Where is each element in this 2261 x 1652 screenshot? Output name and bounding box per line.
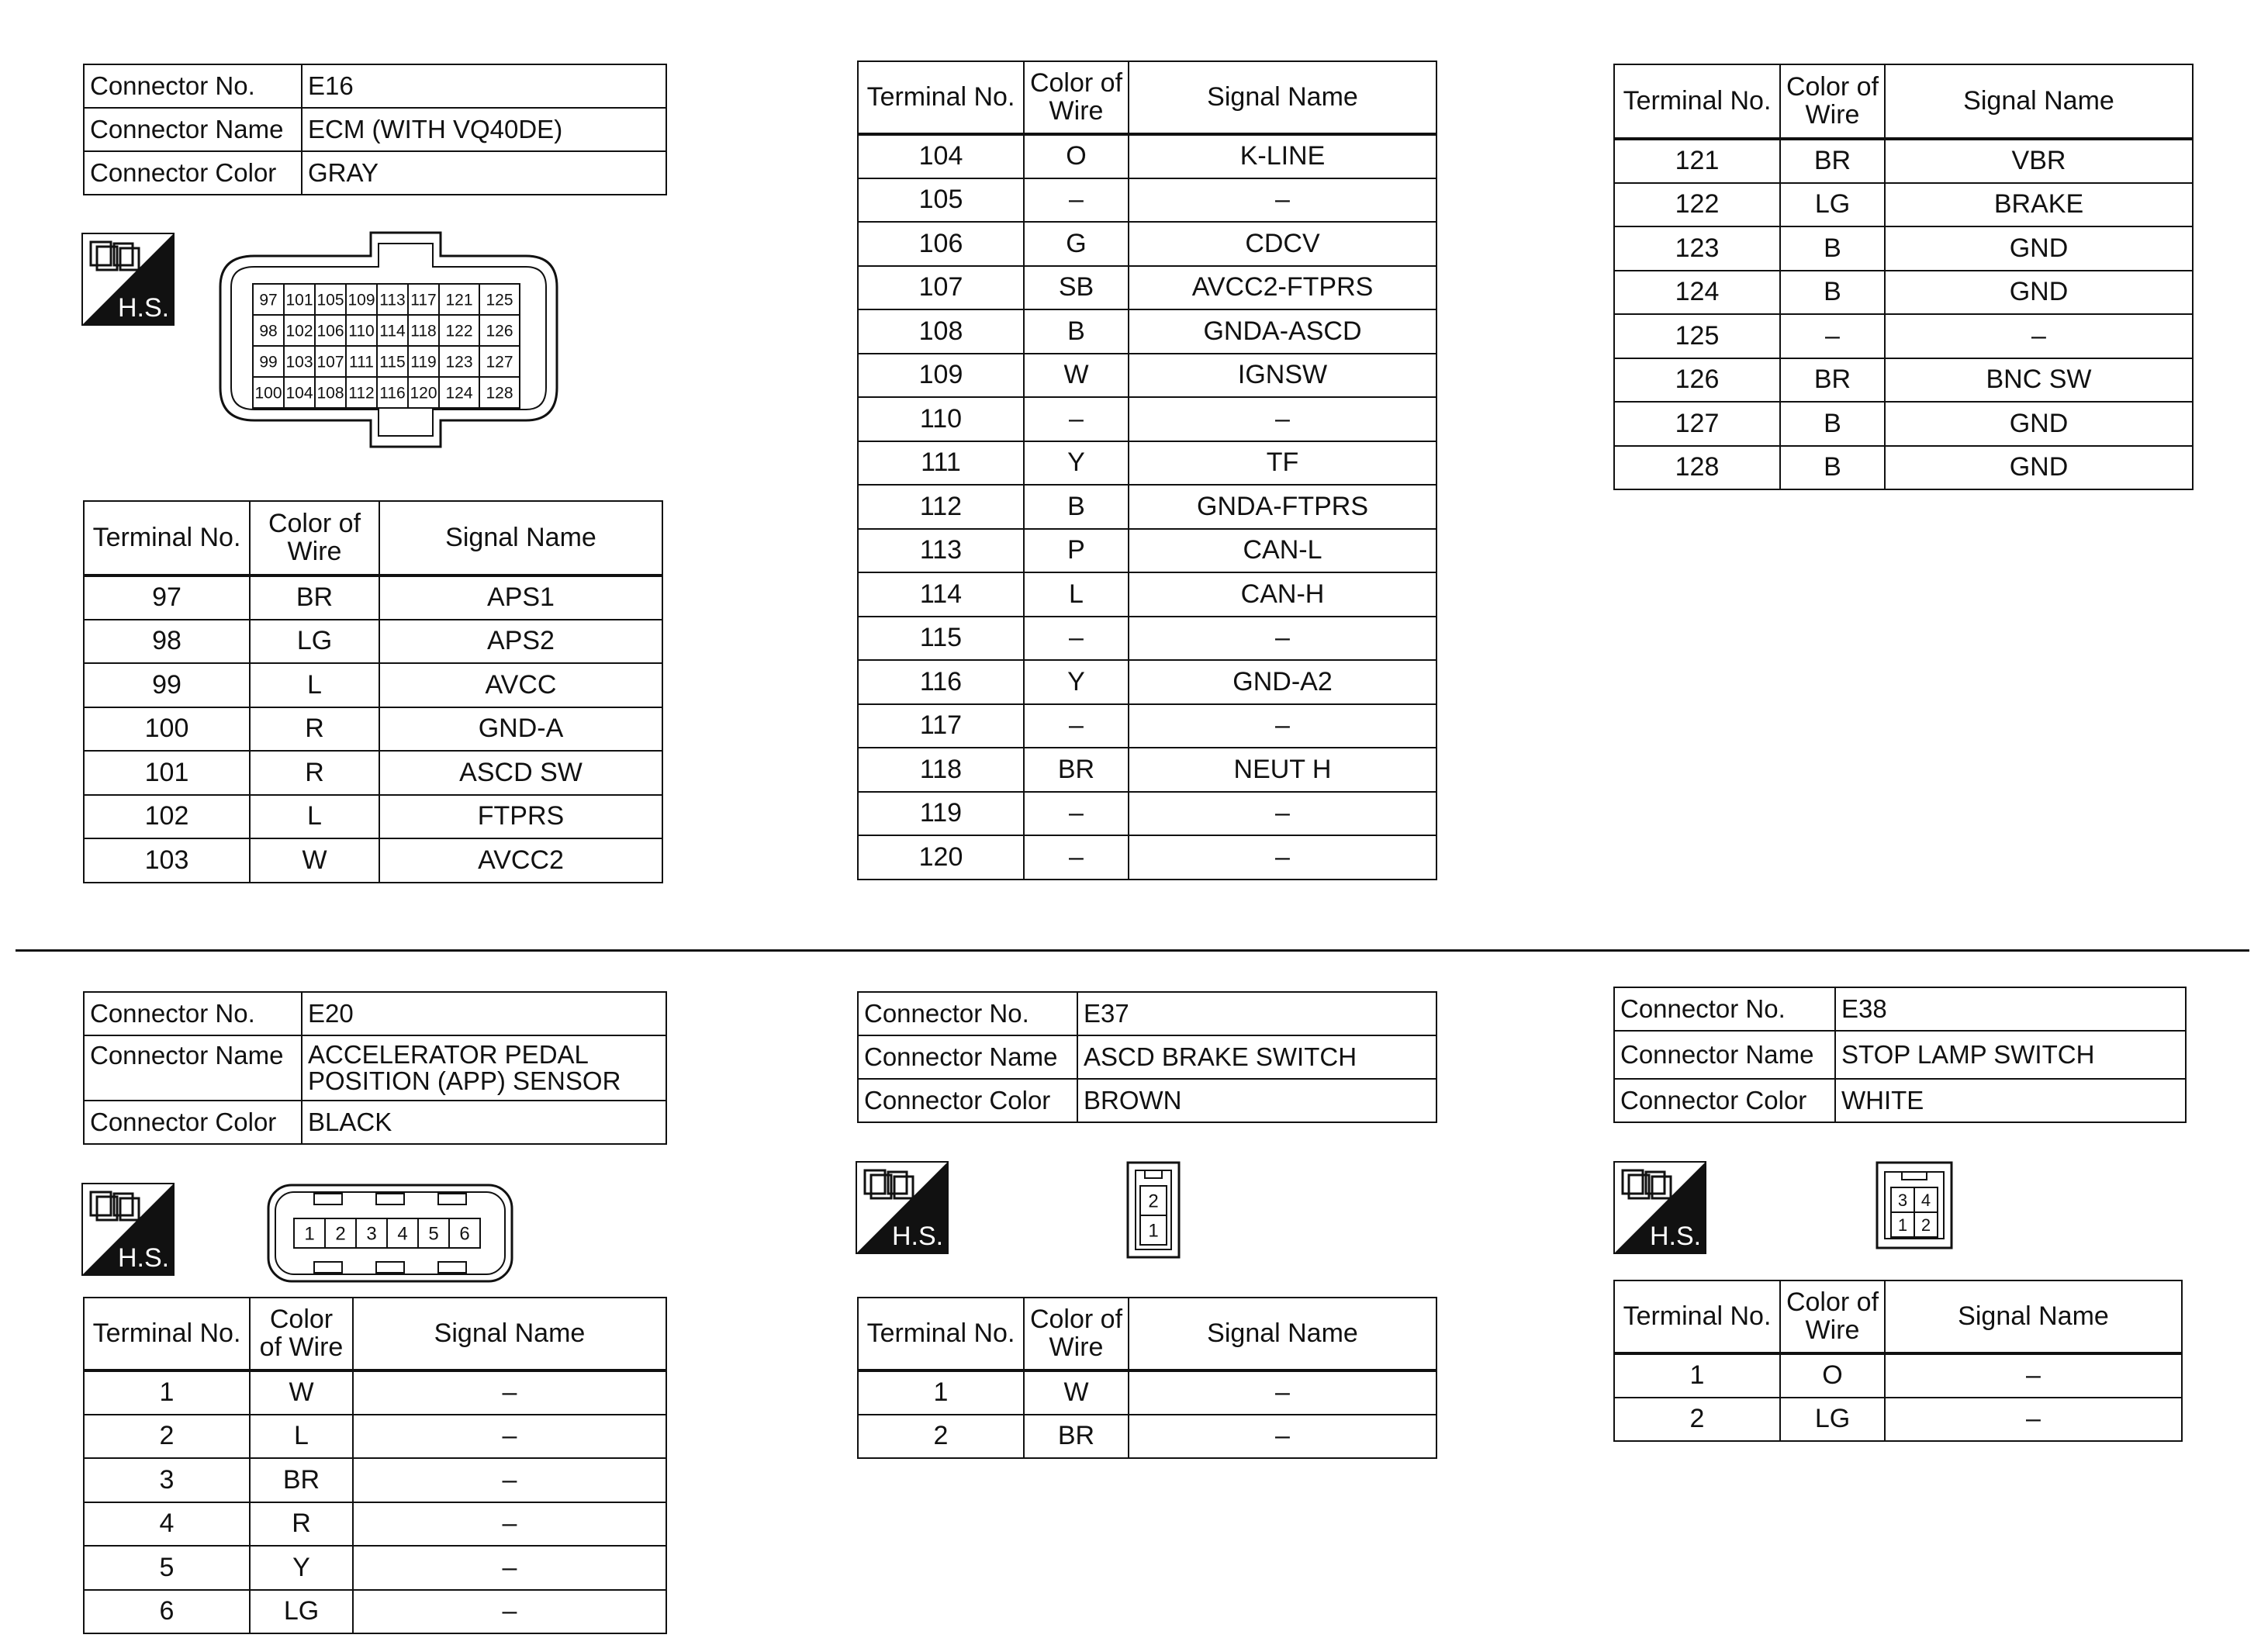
signal-name-cell: – [353,1415,666,1459]
terminal-no-cell: 1 [858,1370,1024,1415]
terminal-no-cell: 103 [84,838,250,883]
table-row [84,1415,666,1459]
table-row [858,266,1436,310]
wire-color-cell: W [250,1370,353,1415]
color-of-wire-header: Color of Wire [250,1298,353,1370]
terminal-no-cell: 106 [858,222,1024,266]
wire-color-cell: L [1024,572,1129,617]
connector-name-value: STOP LAMP SWITCH [1835,1031,2186,1079]
terminal-no-cell: 128 [1614,446,1780,490]
terminal-no-cell: 102 [84,795,250,839]
pin-label: 110 [348,322,375,340]
signal-name-cell: – [1129,178,1436,223]
table-row [858,835,1436,880]
connector-color-label: Connector Color [84,151,302,195]
pin-label: 112 [348,384,375,403]
wire-color-cell: B [1024,485,1129,529]
signal-name-cell: CAN-L [1129,529,1436,573]
wire-color-cell: – [1780,314,1885,358]
terminal-no-cell: 116 [858,660,1024,704]
signal-name-cell: ASCD SW [379,751,662,795]
table-row [1614,226,2193,271]
table-row [858,134,1436,178]
table-row [84,1546,666,1590]
connector-name-label: Connector Name [84,108,302,151]
terminal-no-header: Terminal No. [1614,64,1780,139]
hs-badge-icon [81,233,175,326]
pin-label: 121 [445,291,473,309]
e20-terminal-table [83,1297,667,1634]
terminal-no-cell: 123 [1614,226,1780,271]
pin-label: 102 [285,322,313,340]
signal-name-cell: CAN-H [1129,572,1436,617]
pin-label: 126 [486,322,513,340]
terminal-no-cell: 104 [858,134,1024,178]
pin-label: 3 [1897,1190,1908,1210]
pin-label: 116 [379,384,406,403]
pin-label: 1 [304,1223,315,1245]
connector-color-label: Connector Color [1614,1079,1835,1122]
signal-name-cell: APS1 [379,575,662,620]
e20-connector-diagram [266,1183,514,1284]
connector-name-value [302,1035,666,1101]
wire-color-cell: BR [1024,748,1129,792]
table-row [1614,139,2193,183]
pin-label: 107 [316,353,344,372]
connector-color-value: BROWN [1077,1079,1436,1122]
pin-label: 120 [410,384,437,403]
terminal-no-cell: 115 [858,617,1024,661]
connector-color-value: GRAY [302,151,666,195]
signal-name-cell: – [1129,792,1436,836]
connector-name-line-2: POSITION (APP) SENSOR [308,1066,621,1095]
wire-color-cell: O [1024,134,1129,178]
wire-color-cell: Y [1024,660,1129,704]
signal-name-header: Signal Name [1885,64,2193,139]
terminal-no-cell: 105 [858,178,1024,223]
terminal-no-cell: 97 [84,575,250,620]
terminal-no-header: Terminal No. [858,61,1024,134]
terminal-no-cell: 2 [858,1415,1024,1459]
wire-color-cell: – [1024,704,1129,748]
pin-label: 128 [486,384,513,403]
table-row [84,1502,666,1547]
signal-name-cell: GNDA-ASCD [1129,309,1436,354]
terminal-no-cell: 109 [858,354,1024,398]
signal-name-cell: – [1129,1370,1436,1415]
wire-color-cell: BR [250,1458,353,1502]
hs-label: H.S. [1649,1222,1702,1251]
terminal-no-header: Terminal No. [84,1298,250,1370]
table-row [84,575,662,620]
signal-name-cell: CDCV [1129,222,1436,266]
connector-no-label: Connector No. [84,64,302,108]
connector-harness-icon [865,1170,913,1198]
signal-name-cell: K-LINE [1129,134,1436,178]
pin-label: 114 [379,322,406,340]
connector-no-label: Connector No. [1614,987,1835,1031]
signal-name-cell: APS2 [379,620,662,664]
hs-label: H.S. [891,1222,944,1251]
pin-label: 98 [259,322,278,340]
wire-color-cell: – [1024,792,1129,836]
pin-label: 101 [285,291,313,309]
table-row [1614,1398,2182,1442]
pin-label: 3 [366,1223,377,1245]
wire-color-cell: BR [1780,358,1885,403]
wire-color-cell: W [250,838,379,883]
connector-no-value: E38 [1835,987,2186,1031]
signal-name-cell: BNC SW [1885,358,2193,403]
wire-color-cell: – [1024,835,1129,880]
terminal-no-cell: 122 [1614,183,1780,227]
pin-label: 5 [428,1223,439,1245]
terminal-no-header: Terminal No. [858,1298,1024,1370]
hs-badge-icon [81,1183,175,1276]
table-row [858,617,1436,661]
pin-label: 99 [259,353,278,372]
pin-label: 106 [316,322,344,340]
terminal-no-cell: 1 [1614,1353,1780,1398]
signal-name-cell: GND [1885,271,2193,315]
terminal-no-cell: 125 [1614,314,1780,358]
wire-color-cell: LG [250,1590,353,1634]
table-row [84,707,662,752]
wire-color-cell: W [1024,354,1129,398]
signal-name-cell: GND [1885,226,2193,271]
signal-name-cell: – [353,1370,666,1415]
terminal-no-cell: 119 [858,792,1024,836]
terminal-no-cell: 110 [858,397,1024,441]
terminal-no-cell: 118 [858,748,1024,792]
signal-name-header: Signal Name [1129,1298,1436,1370]
pin-label: 2 [1148,1191,1159,1212]
table-row [858,441,1436,486]
signal-name-cell: GND-A2 [1129,660,1436,704]
terminal-no-cell: 124 [1614,271,1780,315]
terminal-no-cell: 108 [858,309,1024,354]
pin-label: 2 [335,1223,346,1245]
wire-color-cell: W [1024,1370,1129,1415]
wire-color-cell: – [1024,397,1129,441]
terminal-no-cell: 3 [84,1458,250,1502]
e37-terminal-table [857,1297,1437,1459]
connector-name-value: ASCD BRAKE SWITCH [1077,1035,1436,1079]
connector-color-value: BLACK [302,1101,666,1144]
table-row [84,1458,666,1502]
pin-label: 1 [1148,1220,1159,1242]
e16-terminal-table-1 [83,500,663,883]
terminal-no-cell: 111 [858,441,1024,486]
pin-label: 2 [1920,1215,1931,1235]
wire-color-cell: R [250,707,379,752]
pin-label: 111 [349,353,374,372]
table-row [858,178,1436,223]
color-of-wire-header: Color of Wire [1780,64,1885,139]
signal-name-cell: TF [1129,441,1436,486]
terminal-no-cell: 112 [858,485,1024,529]
connector-name-label: Connector Name [858,1035,1077,1079]
table-row [84,1370,666,1415]
wire-color-cell: – [1024,178,1129,223]
table-row [858,529,1436,573]
wire-color-cell: B [1780,226,1885,271]
wire-color-cell: LG [1780,1398,1885,1442]
pin-label: 100 [254,384,282,403]
signal-name-cell: GNDA-FTPRS [1129,485,1436,529]
signal-name-cell: – [353,1546,666,1590]
table-row [858,1415,1436,1459]
table-row [1614,314,2193,358]
wire-color-cell: L [250,1415,353,1459]
terminal-no-cell: 6 [84,1590,250,1634]
wire-color-cell: L [250,795,379,839]
signal-name-header: Signal Name [353,1298,666,1370]
signal-name-cell: GND-A [379,707,662,752]
wire-color-cell: Y [1024,441,1129,486]
signal-name-cell: – [1129,1415,1436,1459]
pin-label: 119 [410,353,437,372]
table-row [858,704,1436,748]
signal-name-cell: AVCC [379,663,662,707]
table-row [858,792,1436,836]
terminal-no-cell: 120 [858,835,1024,880]
signal-name-cell: FTPRS [379,795,662,839]
table-row [1614,271,2193,315]
table-row [1614,1353,2182,1398]
terminal-no-cell: 113 [858,529,1024,573]
e16-terminal-table-3 [1613,64,2194,490]
table-row [84,620,662,664]
pin-label: 117 [410,291,437,309]
connector-no-value: E20 [302,992,666,1035]
signal-name-cell: – [1129,397,1436,441]
hs-label: H.S. [117,1243,170,1273]
terminal-no-cell: 2 [1614,1398,1780,1442]
wire-color-cell: SB [1024,266,1129,310]
pin-label: 4 [397,1223,408,1245]
color-of-wire-header: Color of Wire [1024,61,1129,134]
table-row [858,309,1436,354]
wire-color-cell: R [250,1502,353,1547]
terminal-no-cell: 1 [84,1370,250,1415]
terminal-no-cell: 4 [84,1502,250,1547]
table-row [858,222,1436,266]
signal-name-cell: – [1885,1398,2182,1442]
terminal-no-cell: 99 [84,663,250,707]
e38-terminal-table [1613,1280,2183,1442]
signal-name-cell: – [1129,704,1436,748]
wire-color-cell: Y [250,1546,353,1590]
wire-color-cell: LG [250,620,379,664]
e16-connector-diagram [216,230,562,451]
signal-name-header: Signal Name [379,501,662,575]
wire-color-cell: BR [1780,139,1885,183]
connector-name-line-1: ACCELERATOR PEDAL [308,1040,589,1069]
connector-harness-icon [91,1192,139,1220]
signal-name-cell: GND [1885,446,2193,490]
terminal-no-cell: 2 [84,1415,250,1459]
table-row [1614,358,2193,403]
table-row [1614,446,2193,490]
pin-label: 124 [445,384,473,403]
e20-info-table [83,991,667,1145]
connector-color-label: Connector Color [84,1101,302,1144]
terminal-no-cell: 101 [84,751,250,795]
wire-color-cell: BR [1024,1415,1129,1459]
signal-name-cell: – [353,1458,666,1502]
connector-harness-icon [1623,1170,1671,1198]
terminal-no-cell: 98 [84,620,250,664]
connector-color-value: WHITE [1835,1079,2186,1122]
pin-label: 113 [379,291,406,309]
wire-color-cell: B [1780,446,1885,490]
terminal-no-cell: 127 [1614,402,1780,446]
table-row [84,1590,666,1634]
table-row [84,751,662,795]
color-of-wire-header: Color of Wire [250,501,379,575]
table-row [858,572,1436,617]
terminal-no-cell: 126 [1614,358,1780,403]
hs-badge-icon [1613,1161,1706,1254]
wire-color-cell: O [1780,1353,1885,1398]
color-of-wire-header: Color of Wire [1024,1298,1129,1370]
signal-name-cell: NEUT H [1129,748,1436,792]
signal-name-cell: – [1129,617,1436,661]
section-divider [16,949,2249,952]
connector-harness-icon [91,242,139,270]
table-row [1614,183,2193,227]
table-row [84,795,662,839]
wire-color-cell: P [1024,529,1129,573]
connector-no-value: E37 [1077,992,1436,1035]
table-row [858,485,1436,529]
pin-label: 4 [1920,1190,1931,1210]
pin-label: 1 [1897,1215,1908,1235]
signal-name-cell: – [1885,1353,2182,1398]
pin-label: 123 [445,353,473,372]
e37-connector-diagram [1126,1161,1182,1260]
pin-label: 105 [316,291,344,309]
signal-name-cell: AVCC2 [379,838,662,883]
connector-no-label: Connector No. [84,992,302,1035]
signal-name-header: Signal Name [1885,1280,2182,1353]
hs-badge-icon [856,1161,949,1254]
table-row [858,660,1436,704]
pin-label: 127 [486,353,513,372]
color-of-wire-header: Color of Wire [1780,1280,1885,1353]
connector-no-label: Connector No. [858,992,1077,1035]
connector-name-label: Connector Name [1614,1031,1835,1079]
terminal-no-cell: 117 [858,704,1024,748]
connector-name-value: ECM (WITH VQ40DE) [302,108,666,151]
table-row [858,748,1436,792]
pin-label: 115 [379,353,406,372]
pin-label: 109 [347,291,375,309]
wire-color-cell: B [1780,402,1885,446]
pin-label: 108 [316,384,344,403]
wire-color-cell: – [1024,617,1129,661]
signal-name-cell: – [353,1502,666,1547]
wire-color-cell: R [250,751,379,795]
terminal-no-header: Terminal No. [1614,1280,1780,1353]
signal-name-cell: VBR [1885,139,2193,183]
terminal-no-cell: 121 [1614,139,1780,183]
connector-no-value: E16 [302,64,666,108]
wire-color-cell: B [1024,309,1129,354]
terminal-no-cell: 114 [858,572,1024,617]
pin-label: 103 [285,353,313,372]
wire-color-cell: B [1780,271,1885,315]
table-row [84,838,662,883]
signal-name-cell: AVCC2-FTPRS [1129,266,1436,310]
wire-color-cell: BR [250,575,379,620]
e16-info-table [83,64,667,195]
table-row [84,663,662,707]
signal-name-cell: GND [1885,402,2193,446]
table-row [858,354,1436,398]
table-row [1614,402,2193,446]
wire-color-cell: LG [1780,183,1885,227]
terminal-no-cell: 5 [84,1546,250,1590]
e37-info-table [857,991,1437,1123]
table-row [858,1370,1436,1415]
terminal-no-header: Terminal No. [84,501,250,575]
terminal-no-cell: 100 [84,707,250,752]
pin-label: 104 [285,384,313,403]
pin-label: 6 [459,1223,470,1245]
signal-name-cell: IGNSW [1129,354,1436,398]
pin-label: 122 [445,322,473,340]
hs-label: H.S. [117,293,170,323]
pin-label: 97 [259,291,278,309]
wire-color-cell: G [1024,222,1129,266]
signal-name-header: Signal Name [1129,61,1436,134]
connector-color-label: Connector Color [858,1079,1077,1122]
e16-terminal-table-2 [857,60,1437,880]
table-row [858,397,1436,441]
pin-label: 125 [486,291,513,309]
terminal-no-cell: 107 [858,266,1024,310]
signal-name-cell: – [1129,835,1436,880]
e38-connector-diagram [1876,1161,1955,1251]
wire-color-cell: L [250,663,379,707]
connector-name-label: Connector Name [84,1035,302,1101]
signal-name-cell: – [1885,314,2193,358]
e38-info-table [1613,987,2187,1123]
signal-name-cell: – [353,1590,666,1634]
signal-name-cell: BRAKE [1885,183,2193,227]
pin-label: 118 [410,322,437,340]
